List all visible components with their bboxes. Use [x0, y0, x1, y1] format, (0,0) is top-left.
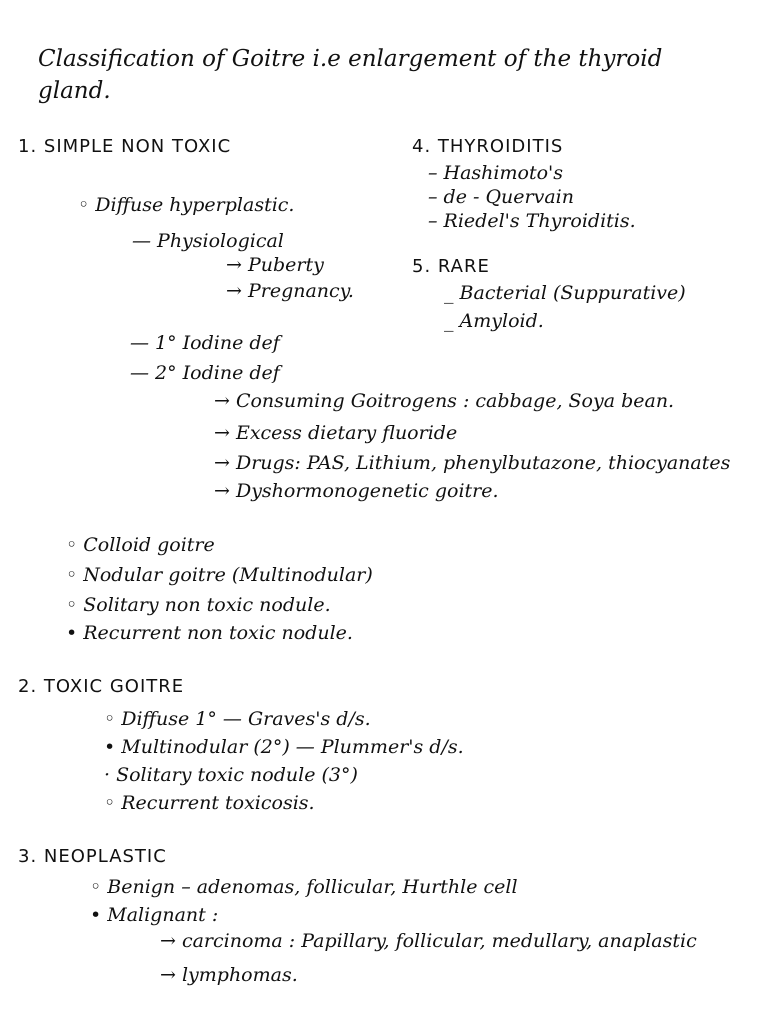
s3-lymphomas: → lymphomas.: [160, 964, 298, 986]
s1-fluoride: → Excess dietary fluoride: [214, 422, 458, 444]
s1-diffuse-hyperplastic: ◦ Diffuse hyperplastic.: [78, 194, 295, 216]
page-title-line-1: Classification of Goitre i.e enlargement of the thyroid: [38, 46, 663, 72]
section-5-heading: 5. RARE: [412, 256, 490, 277]
s1-pregnancy: → Pregnancy.: [226, 280, 354, 302]
s2-recurrent: ◦ Recurrent toxicosis.: [104, 792, 315, 814]
s1-dyshormonogenetic: → Dyshormonogenetic goitre.: [214, 480, 499, 502]
s1-physiological: — Physiological: [132, 230, 284, 252]
page-title-line-2: gland.: [38, 78, 111, 104]
s2-multinodular: • Multinodular (2°) — Plummer's d/s.: [104, 736, 464, 758]
s4-riedel: – Riedel's Thyroiditis.: [428, 210, 636, 232]
s1-drugs: → Drugs: PAS, Lithium, phenylbutazone, thiocyanates: [214, 452, 731, 474]
s5-bacterial: _ Bacterial (Suppurative): [444, 282, 686, 304]
section-2-heading: 2. TOXIC GOITRE: [18, 676, 185, 697]
s3-carcinoma: → carcinoma : Papillary, follicular, medullary, anaplastic: [160, 930, 697, 952]
s3-malignant: • Malignant :: [90, 904, 219, 926]
s1-puberty: → Puberty: [226, 254, 324, 276]
s1-goitrogens: → Consuming Goitrogens : cabbage, Soya bean.: [214, 390, 675, 412]
s3-benign: ◦ Benign – adenomas, follicular, Hurthle cell: [90, 876, 518, 898]
s2-solitary: · Solitary toxic nodule (3°): [104, 764, 358, 786]
section-3-heading: 3. NEOPLASTIC: [18, 846, 167, 867]
s2-diffuse: ◦ Diffuse 1° — Graves's d/s.: [104, 708, 371, 730]
s1-secondary-iodine-def: — 2° Iodine def: [130, 362, 280, 384]
s4-de-quervain: – de - Quervain: [428, 186, 574, 208]
s4-hashimoto: – Hashimoto's: [428, 162, 564, 184]
s1-primary-iodine-def: — 1° Iodine def: [130, 332, 280, 354]
s1-recurrent-nodule: • Recurrent non toxic nodule.: [66, 622, 353, 644]
s1-solitary-nodule: ◦ Solitary non toxic nodule.: [66, 594, 331, 616]
s5-amyloid: _ Amyloid.: [444, 310, 544, 332]
section-1-heading: 1. SIMPLE NON TOXIC: [18, 136, 232, 157]
s1-colloid-goitre: ◦ Colloid goitre: [66, 534, 215, 556]
section-4-heading: 4. THYROIDITIS: [412, 136, 564, 157]
s1-nodular-goitre: ◦ Nodular goitre (Multinodular): [66, 564, 373, 586]
